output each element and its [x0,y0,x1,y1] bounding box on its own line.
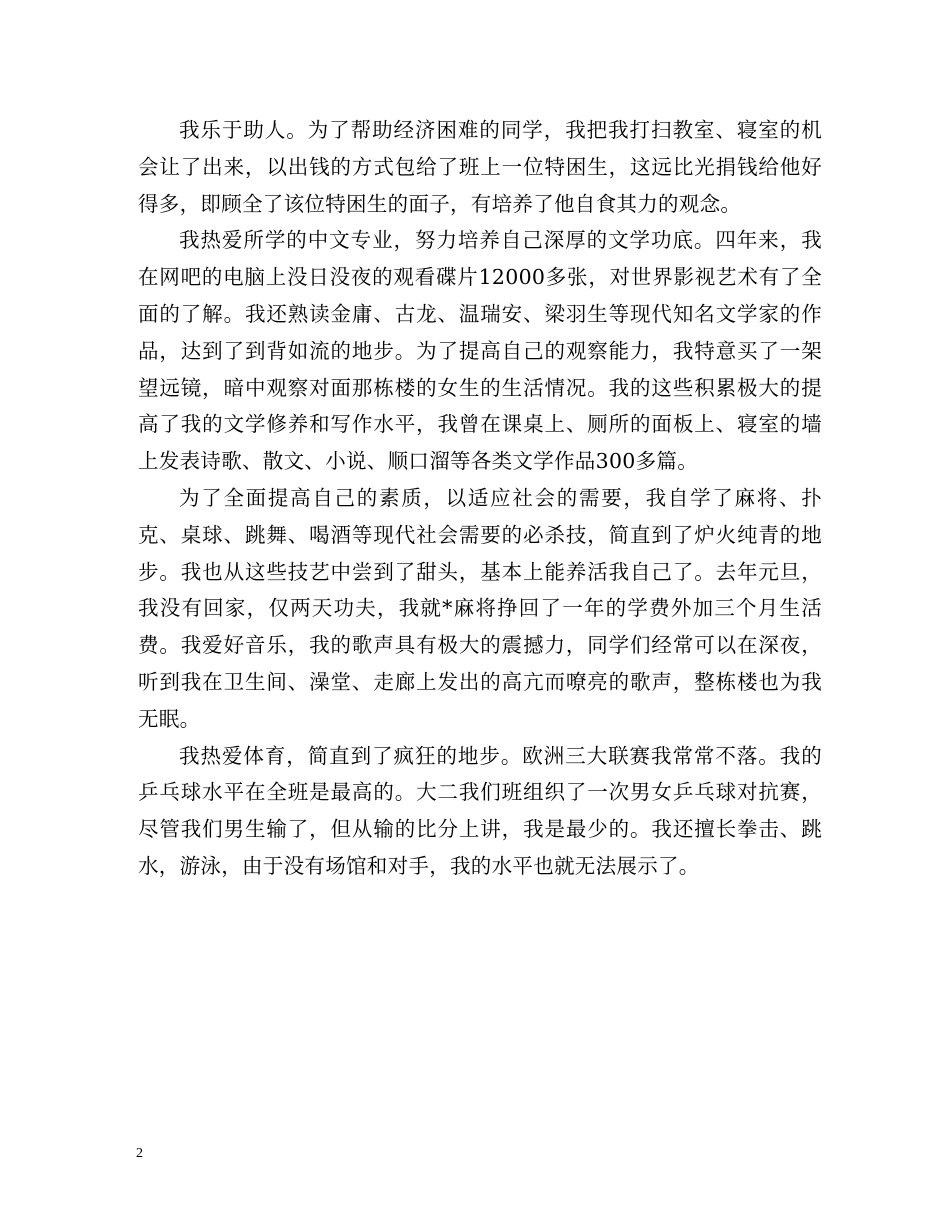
paragraph-sports: 我热爱体育，简直到了疯狂的地步。欧洲三大联赛我常常不落。我的乒乓球水平在全班是最高的。大二我们班组织了一次男女乒乓球对抗赛，尽管我们男生输了，但从输的比分上讲，我是最少的。我还擅长拳击、跳水，游泳，由于没有场馆和对手，我的水平也就无法展示了。 [138,743,822,878]
paragraph-helping-others: 我乐于助人。为了帮助经济困难的同学，我把我打扫教室、寝室的机会让了出来，以出钱的方式包给了班上一位特困生，这远比光捐钱给他好得多，即顾全了该位特困生的面子，有培养了他自食其力的观念。 [138,118,822,216]
paragraph-self-improvement: 为了全面提高自己的素质，以适应社会的需要，我自学了麻将、扑克、桌球、跳舞、喝酒等现代社会需要的必杀技，简直到了炉火纯青的地步。我也从这些技艺中尝到了甜头，基本上能养活我自己了。去年元旦，我没有回家，仅两天功夫，我就*麻将挣回了一年的学费外加三个月生活费。我爱好音乐，我的歌声具有极大的震撼力，同学们经常可以在深夜，听到我在卫生间、澡堂、走廊上发出的高亢而嘹亮的歌声，整栋楼也为我无眠。 [138,485,822,731]
body-text [138,112,822,885]
page-number: 2 [136,1146,143,1161]
paragraph-chinese-major: 我热爱所学的中文专业，努力培养自己深厚的文学功底。四年来，我在网吧的电脑上没日没夜的观看碟片12000多张，对世界影视艺术有了全面的了解。我还熟读金庸、古龙、温瑞安、梁羽生等现代知名文学家的作品，达到了到背如流的地步。为了提高自己的观察能力，我特意买了一架望远镜，暗中观察对面那栋楼的女生的生活情况。我的这些积累极大的提高了我的文学修养和写作水平，我曾在课桌上、厕所的面板上、寝室的墙上发表诗歌、散文、小说、顺口溜等各类文学作品300多篇。 [138,228,822,474]
